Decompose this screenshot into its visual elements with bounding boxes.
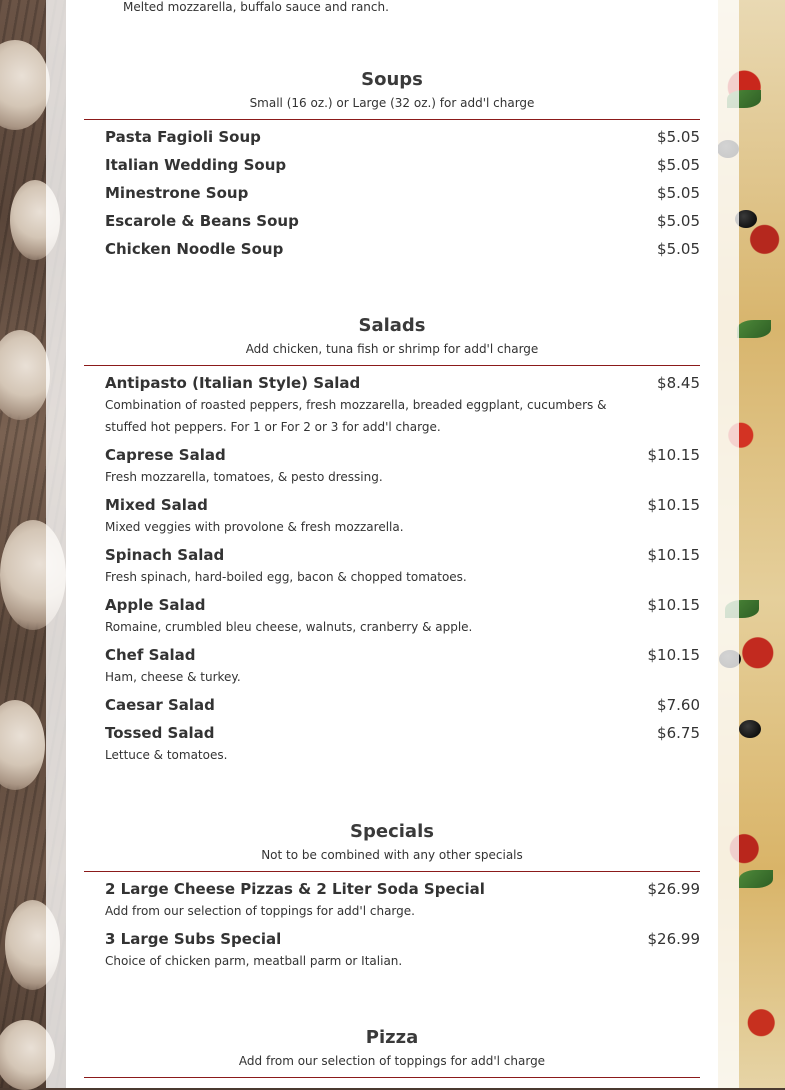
item-description: Combination of roasted peppers, fresh mozzarella, breaded eggplant, cucumbers & stuffed hot peppers. For 1 or For 2 or 3 for add'l charge. [105,398,607,434]
item-price: $10.15 [647,446,700,464]
section-title: Soups [361,69,423,90]
menu-item[interactable] [84,644,700,688]
section-subtitle: Add from our selection of toppings for add'l charge [238,1054,546,1068]
item-price: $10.15 [647,646,700,664]
item-name: Spinach Salad [105,546,225,564]
menu-item[interactable] [84,238,700,260]
item-price: $5.05 [657,128,700,146]
item-description: Romaine, crumbled bleu cheese, walnuts, cranberry & apple. [105,620,473,634]
section-title: Specials [350,821,434,842]
item-description: Fresh mozzarella, tomatoes, & pesto dressing. [105,470,383,484]
item-name: Caprese Salad [105,446,226,464]
item-description: Lettuce & tomatoes. [105,748,228,762]
menu-item-list [84,126,700,260]
menu-item[interactable] [84,544,700,588]
section-soups [84,69,700,266]
menu-item[interactable] [84,126,700,148]
item-description: Choice of chicken parm, meatball parm or Italian. [105,954,403,968]
item-price: $5.05 [657,156,700,174]
item-name: Chef Salad [105,646,196,664]
panel-margin-right [718,0,739,1088]
menu-item[interactable] [84,444,700,488]
section-subtitle: Not to be combined with any other specials [261,848,523,862]
menu-item[interactable] [84,372,700,438]
menu-panel [66,0,718,1088]
item-name: 2 Large Cheese Pizzas & 2 Liter Soda Special [105,880,485,898]
item-name: Pasta Fagioli Soup [105,128,261,146]
menu-item-list [84,372,700,766]
item-name: Mixed Salad [105,496,208,514]
item-name: Caesar Salad [105,696,215,714]
item-name: Escarole & Beans Soup [105,212,299,230]
olive-decoration [739,720,761,738]
section-specials [84,821,700,978]
menu-item-list [84,878,700,972]
mushroom-decoration [0,700,45,790]
section-title: Pizza [365,1027,419,1048]
item-price: $8.45 [657,374,700,392]
item-price: $10.15 [647,546,700,564]
item-price: $10.15 [647,496,700,514]
section-subtitle: Add chicken, tuna fish or shrimp for add'l charge [245,342,539,356]
item-name: Minestrone Soup [105,184,249,202]
menu-item[interactable] [84,878,700,922]
item-price: $10.15 [647,596,700,614]
section-divider [84,365,700,366]
menu-item[interactable] [84,154,700,176]
menu-item[interactable] [84,182,700,204]
section-salads [84,315,700,772]
item-name: Apple Salad [105,596,206,614]
panel-margin-left [46,0,66,1088]
item-price: $5.05 [657,240,700,258]
menu-item[interactable] [84,928,700,972]
menu-item[interactable] [84,594,700,638]
item-description: Mixed veggies with provolone & fresh mozzarella. [105,520,404,534]
section-subtitle: Small (16 oz.) or Large (32 oz.) for add'l charge [249,96,535,110]
menu-item[interactable] [84,694,700,716]
item-price: $26.99 [647,880,700,898]
item-description: Melted mozzarella, buffalo sauce and ranch. [123,0,389,14]
item-price: $26.99 [647,930,700,948]
item-description: Ham, cheese & turkey. [105,670,241,684]
section-divider [84,119,700,120]
section-divider [84,871,700,872]
item-name: 3 Large Subs Special [105,930,282,948]
menu-item[interactable] [84,722,700,766]
menu-item[interactable] [84,210,700,232]
basil-leaf-decoration [737,320,771,338]
mushroom-decoration [0,330,50,420]
menu-item[interactable] [84,494,700,538]
item-name: Italian Wedding Soup [105,156,287,174]
item-name: Chicken Noodle Soup [105,240,284,258]
item-description: Add from our selection of toppings for add'l charge. [105,904,415,918]
item-price: $7.60 [657,696,700,714]
item-description: Fresh spinach, hard-boiled egg, bacon & chopped tomatoes. [105,570,467,584]
mushroom-decoration [0,40,50,130]
item-price: $6.75 [657,724,700,742]
item-price: $5.05 [657,184,700,202]
section-title: Salads [358,315,426,336]
item-price: $5.05 [657,212,700,230]
basil-leaf-decoration [739,870,773,888]
section-divider [84,1077,700,1078]
item-name: Antipasto (Italian Style) Salad [105,374,361,392]
section-pizza [84,1027,700,1078]
item-name: Tossed Salad [105,724,215,742]
